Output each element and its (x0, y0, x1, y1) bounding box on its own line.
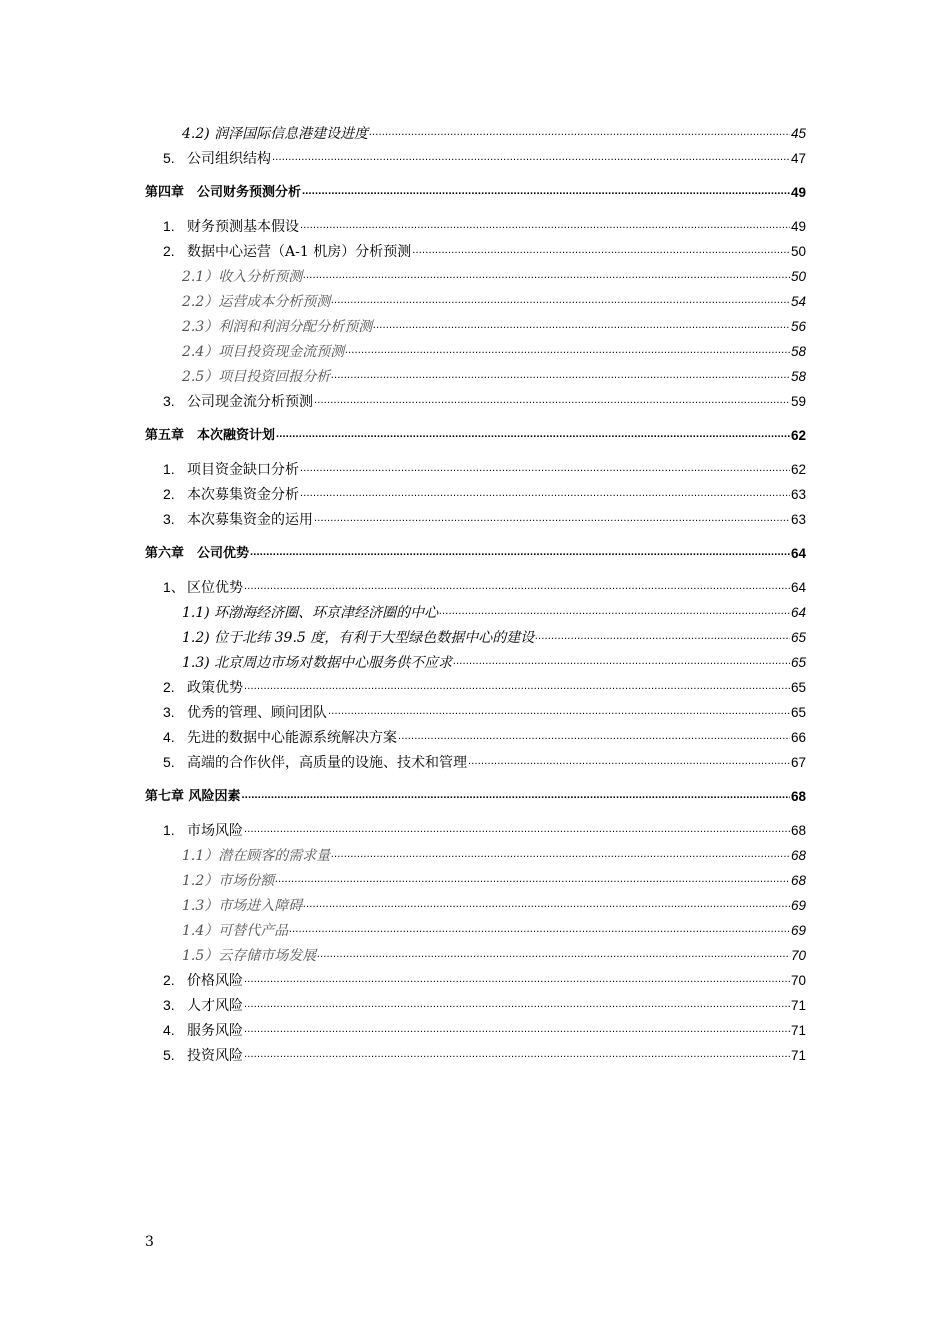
table-of-contents (145, 125, 806, 1065)
toc-entry-label (182, 125, 368, 143)
toc-page-number: 49 (790, 185, 806, 200)
toc-page-number: 66 (790, 730, 806, 745)
toc-entry-number: 1. (163, 461, 175, 477)
toc-page-number: 58 (790, 344, 806, 359)
toc-page-number: 69 (790, 923, 806, 938)
toc-entry-label (163, 149, 271, 168)
toc-page-number: 69 (790, 898, 806, 913)
dot-leader (244, 678, 790, 697)
toc-entry-text: 本次募集资金分析 (187, 487, 299, 503)
toc-section[interactable] (145, 461, 806, 479)
toc-section[interactable] (145, 486, 806, 504)
toc-entry-label (163, 703, 327, 722)
toc-entry-label (163, 1046, 243, 1065)
toc-section[interactable] (145, 1047, 806, 1065)
dot-leader (244, 996, 790, 1015)
toc-entry-text: 服务风险 (187, 1023, 243, 1039)
dot-leader (303, 267, 790, 286)
toc-page-number: 67 (790, 755, 806, 770)
toc-entry-label (182, 654, 452, 672)
toc-entry-text: 1.3) 北京周边市场对数据中心服务供不应求 (182, 655, 453, 671)
toc-entry-label (182, 268, 302, 286)
toc-page-number: 68 (790, 823, 806, 838)
toc-section[interactable] (145, 997, 806, 1015)
toc-entry-number: 1、 (163, 579, 185, 595)
toc-subsection[interactable] (145, 629, 806, 647)
toc-entry-label (163, 217, 299, 236)
toc-subsection[interactable] (145, 654, 806, 672)
toc-section[interactable] (145, 729, 806, 747)
toc-page-number: 71 (790, 1048, 806, 1063)
toc-entry-label (182, 897, 302, 915)
toc-entry-text: 第六章 公司优势 (145, 546, 250, 561)
toc-entry-text: 1.4）可替代产品 (182, 923, 289, 939)
dot-leader (412, 242, 790, 261)
toc-entry-text: 公司现金流分析预测 (187, 394, 313, 410)
toc-entry-text: 第四章 公司财务预测分析 (145, 185, 302, 200)
page-number: 3 (145, 1234, 154, 1250)
toc-page-number: 45 (790, 126, 806, 141)
toc-page-number: 64 (790, 605, 806, 620)
dot-leader (453, 653, 790, 672)
toc-page-number: 65 (790, 705, 806, 720)
dot-leader (244, 821, 790, 840)
dot-leader (275, 871, 790, 890)
toc-entry-text: 先进的数据中心能源系统解决方案 (187, 730, 397, 746)
toc-page-number: 47 (790, 151, 806, 166)
toc-entry-text: 1.1）潜在顾客的需求量 (182, 848, 331, 864)
toc-chapter[interactable] (145, 788, 806, 806)
toc-page-number: 70 (790, 948, 806, 963)
toc-entry-label (182, 629, 534, 647)
toc-page-number: 54 (790, 294, 806, 309)
toc-entry-text: 高端的合作伙伴，高质量的设施、技术和管理 (187, 755, 467, 771)
toc-entry-text: 1.5）云存储市场发展 (182, 948, 317, 964)
toc-section[interactable] (145, 1022, 806, 1040)
toc-entry-label (145, 788, 241, 806)
dot-leader (244, 1046, 790, 1065)
toc-entry-label (163, 460, 299, 479)
toc-page-number: 56 (790, 319, 806, 334)
toc-entry-text: 2.2）运营成本分析预测 (182, 294, 331, 310)
toc-entry-label (182, 947, 316, 965)
toc-subsection[interactable] (145, 125, 806, 143)
toc-entry-label (163, 392, 313, 411)
toc-entry-number: 5. (163, 150, 175, 166)
toc-subsection[interactable] (145, 604, 806, 622)
toc-section[interactable] (145, 150, 806, 168)
toc-entry-number: 3. (163, 393, 175, 409)
toc-section[interactable] (145, 679, 806, 697)
toc-entry-label (163, 578, 243, 597)
toc-entry-text: 公司组织结构 (187, 151, 271, 167)
toc-page-number: 65 (790, 680, 806, 695)
toc-page-number: 63 (790, 512, 806, 527)
toc-page-number: 65 (790, 655, 806, 670)
toc-page-number: 68 (790, 848, 806, 863)
toc-subsection[interactable] (145, 268, 806, 286)
toc-entry-text: 政策优势 (187, 680, 243, 696)
toc-entry-label (163, 728, 397, 747)
toc-entry-number: 4. (163, 729, 175, 745)
toc-entry-text: 数据中心运营（A-1 机房）分析预测 (187, 244, 412, 260)
toc-subsection[interactable] (145, 343, 806, 361)
toc-page-number: 71 (790, 998, 806, 1013)
dot-leader (398, 728, 790, 747)
toc-entry-number: 2. (163, 679, 175, 695)
dot-leader (535, 628, 790, 647)
dot-leader (272, 149, 790, 168)
dot-leader (242, 788, 790, 806)
toc-entry-label (163, 242, 411, 261)
toc-section[interactable] (145, 704, 806, 722)
toc-entry-label (182, 922, 288, 940)
toc-subsection[interactable] (145, 897, 806, 915)
toc-page-number: 50 (790, 269, 806, 284)
toc-subsection[interactable] (145, 872, 806, 890)
toc-entry-text: 1.2）市场份额 (182, 873, 275, 889)
toc-entry-number: 2. (163, 486, 175, 502)
toc-page-number: 49 (790, 219, 806, 234)
toc-entry-label (182, 604, 438, 622)
toc-entry-text: 1.2) 位于北纬 39.5 度，有利于大型绿色数据中心的建设 (182, 630, 535, 646)
dot-leader (331, 846, 790, 865)
toc-entry-text: 本次募集资金的运用 (187, 512, 313, 528)
dot-leader (439, 603, 790, 622)
dot-leader (331, 292, 790, 311)
toc-subsection[interactable] (145, 293, 806, 311)
dot-leader (300, 460, 790, 479)
toc-page-number: 62 (790, 462, 806, 477)
dot-leader (300, 485, 790, 504)
toc-page-number: 58 (790, 369, 806, 384)
toc-entry-number: 4. (163, 1022, 175, 1038)
toc-entry-text: 人才风险 (187, 998, 243, 1014)
toc-entry-number: 2. (163, 243, 175, 259)
dot-leader (317, 946, 790, 965)
toc-entry-label (145, 427, 275, 445)
toc-section[interactable] (145, 218, 806, 236)
toc-section[interactable] (145, 822, 806, 840)
toc-entry-label (163, 821, 243, 840)
toc-section[interactable] (145, 393, 806, 411)
toc-entry-label (182, 318, 372, 336)
toc-page-number: 62 (790, 428, 806, 443)
toc-entry-number: 5. (163, 1047, 175, 1063)
toc-page-number: 65 (790, 630, 806, 645)
toc-page-number: 59 (790, 394, 806, 409)
dot-leader (244, 971, 790, 990)
dot-leader (250, 545, 790, 563)
toc-entry-label (163, 753, 467, 772)
toc-page-number: 70 (790, 973, 806, 988)
toc-entry-label (163, 485, 299, 504)
toc-section[interactable] (145, 579, 806, 597)
dot-leader (244, 578, 790, 597)
dot-leader (289, 921, 790, 940)
toc-section[interactable] (145, 511, 806, 529)
toc-entry-text: 第五章 本次融资计划 (145, 428, 276, 443)
toc-entry-text: 价格风险 (187, 973, 243, 989)
dot-leader (302, 184, 790, 202)
toc-page-number: 50 (790, 244, 806, 259)
toc-section[interactable] (145, 754, 806, 772)
toc-entry-label (163, 678, 243, 697)
toc-page-number: 64 (790, 546, 806, 561)
toc-entry-label (182, 847, 330, 865)
dot-leader (314, 392, 790, 411)
toc-entry-label (145, 184, 301, 202)
toc-entry-label (182, 343, 344, 361)
toc-entry-text: 4.2) 润泽国际信息港建设进度 (182, 126, 369, 142)
toc-entry-label (163, 996, 243, 1015)
toc-entry-text: 投资风险 (187, 1048, 243, 1064)
toc-page-number: 68 (790, 873, 806, 888)
toc-entry-label (182, 368, 330, 386)
toc-entry-text: 2.3）利润和利润分配分析预测 (182, 319, 373, 335)
dot-leader (314, 510, 790, 529)
toc-entry-text: 区位优势 (187, 580, 243, 596)
toc-entry-number: 3. (163, 997, 175, 1013)
toc-entry-number: 5. (163, 754, 175, 770)
toc-entry-number: 2. (163, 972, 175, 988)
toc-entry-label (163, 971, 243, 990)
dot-leader (468, 753, 790, 772)
toc-subsection[interactable] (145, 368, 806, 386)
toc-entry-label (145, 545, 249, 563)
toc-entry-text: 市场风险 (187, 823, 243, 839)
dot-leader (328, 703, 790, 722)
toc-subsection[interactable] (145, 922, 806, 940)
toc-entry-text: 1.1) 环渤海经济圈、环京津经济圈的中心 (182, 605, 439, 621)
toc-entry-text: 财务预测基本假设 (187, 219, 299, 235)
dot-leader (345, 342, 790, 361)
toc-entry-label (163, 510, 313, 529)
toc-entry-text: 优秀的管理、顾问团队 (187, 705, 327, 721)
toc-entry-text: 2.4）项目投资现金流预测 (182, 344, 345, 360)
toc-entry-label (182, 872, 274, 890)
toc-entry-number: 1. (163, 218, 175, 234)
toc-section[interactable] (145, 972, 806, 990)
dot-leader (276, 427, 790, 445)
toc-page-number: 71 (790, 1023, 806, 1038)
toc-entry-text: 第七章 风险因素 (145, 789, 241, 804)
toc-entry-number: 3. (163, 511, 175, 527)
toc-entry-text: 2.1）收入分析预测 (182, 269, 303, 285)
dot-leader (369, 124, 790, 143)
dot-leader (331, 367, 790, 386)
toc-entry-text: 2.5）项目投资回报分析 (182, 369, 331, 385)
toc-entry-number: 1. (163, 822, 175, 838)
dot-leader (244, 1021, 790, 1040)
dot-leader (373, 317, 790, 336)
toc-subsection[interactable] (145, 318, 806, 336)
toc-entry-text: 项目资金缺口分析 (187, 462, 299, 478)
toc-entry-label (163, 1021, 243, 1040)
toc-entry-label (182, 293, 330, 311)
toc-section[interactable] (145, 243, 806, 261)
toc-page-number: 68 (790, 789, 806, 804)
toc-chapter[interactable] (145, 427, 806, 445)
toc-entry-number: 3. (163, 704, 175, 720)
toc-page-number: 64 (790, 580, 806, 595)
toc-chapter[interactable] (145, 184, 806, 202)
dot-leader (303, 896, 790, 915)
toc-subsection[interactable] (145, 947, 806, 965)
dot-leader (300, 217, 790, 236)
toc-chapter[interactable] (145, 545, 806, 563)
toc-subsection[interactable] (145, 847, 806, 865)
toc-entry-text: 1.3）市场进入障碍 (182, 898, 303, 914)
toc-page-number: 63 (790, 487, 806, 502)
